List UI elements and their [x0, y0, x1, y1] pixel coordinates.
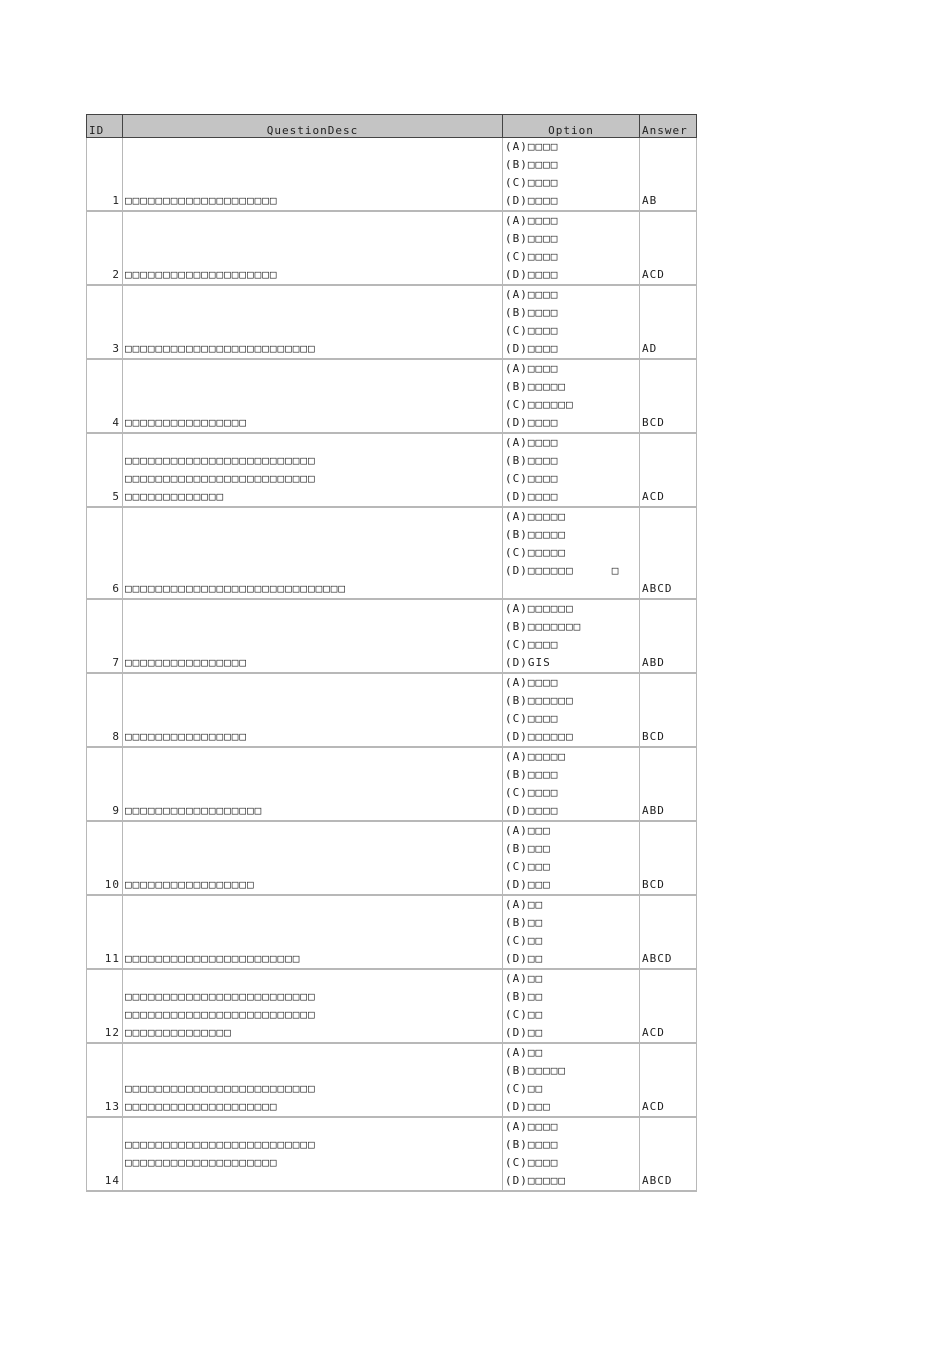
table-row	[87, 969, 697, 1043]
question-id: 9	[87, 747, 123, 821]
option-line: (C)□□□□	[505, 712, 559, 725]
option-line: (C)□□□□□	[505, 546, 566, 559]
question-desc-line: □□□□□□□□□□□□□□□□□□□□□□□□□	[125, 990, 316, 1003]
table-row	[87, 1043, 697, 1117]
header-answer: Answer	[640, 115, 697, 138]
table-row	[87, 747, 697, 821]
option-line: (A)□□□□	[505, 140, 559, 153]
question-desc-line: □□□□□□□□□□□□□	[125, 490, 225, 503]
option-line: (D)GIS	[505, 656, 551, 669]
option-line: (D)□□□□□□ □	[505, 564, 620, 577]
option-line: (A)□□□□	[505, 436, 559, 449]
question-desc-line: □□□□□□□□□□□□□□□□	[125, 730, 247, 743]
question-options	[503, 821, 640, 895]
option-line: (C)□□	[505, 1008, 544, 1021]
option-line: (A)□□	[505, 1046, 544, 1059]
question-desc-line: □□□□□□□□□□□□□□□□□□□□	[125, 194, 278, 207]
question-answer	[640, 1043, 697, 1117]
table-row	[87, 895, 697, 969]
question-desc	[123, 138, 503, 212]
question-options	[503, 359, 640, 433]
question-id: 11	[87, 895, 123, 969]
question-options	[503, 747, 640, 821]
question-options	[503, 1043, 640, 1117]
question-desc-line	[125, 1172, 500, 1190]
option-line: (A)□□□□	[505, 1120, 559, 1133]
question-id: 7	[87, 599, 123, 673]
option-line: (D)□□□□	[505, 490, 559, 503]
question-desc	[123, 969, 503, 1043]
answer-text: BCD	[642, 878, 665, 891]
question-answer	[640, 747, 697, 821]
option-line: (A)□□□□□	[505, 750, 566, 763]
option-line: (C)□□	[505, 934, 544, 947]
option-line: (A)□□□	[505, 824, 551, 837]
option-line: (B)□□□□	[505, 1138, 559, 1151]
question-desc-line: □□□□□□□□□□□□□□□□□□	[125, 804, 263, 817]
option-line: (A)□□□□	[505, 676, 559, 689]
option-line: (D)□□□□	[505, 194, 559, 207]
option-line: (C)□□□□	[505, 472, 559, 485]
question-desc-line: □□□□□□□□□□□□□□□□□□□□□□□□□	[125, 1138, 316, 1151]
question-answer	[640, 821, 697, 895]
question-id: 8	[87, 673, 123, 747]
question-desc	[123, 433, 503, 507]
question-desc-line: □□□□□□□□□□□□□□□□□	[125, 878, 255, 891]
option-line: (D)□□□□	[505, 268, 559, 281]
table-row	[87, 138, 697, 212]
option-line: (D)□□	[505, 952, 544, 965]
question-answer	[640, 507, 697, 599]
question-desc-line: □□□□□□□□□□□□□□	[125, 1026, 232, 1039]
option-line: (C)□□□□	[505, 176, 559, 189]
option-line: (C)□□□□	[505, 638, 559, 651]
question-desc-line: □□□□□□□□□□□□□□□□	[125, 416, 247, 429]
question-options	[503, 969, 640, 1043]
option-line: (B)□□□□□	[505, 380, 566, 393]
option-line: (A)□□□□	[505, 362, 559, 375]
question-desc	[123, 285, 503, 359]
answer-text: BCD	[642, 416, 665, 429]
option-line: (D)□□□	[505, 1100, 551, 1113]
question-id: 14	[87, 1117, 123, 1191]
question-id: 2	[87, 211, 123, 285]
question-options	[503, 599, 640, 673]
question-desc-line: □□□□□□□□□□□□□□□□□□□□	[125, 268, 278, 281]
table-row	[87, 507, 697, 599]
question-desc-line: □□□□□□□□□□□□□□□□□□□□□□□□□	[125, 342, 316, 355]
table-row	[87, 211, 697, 285]
option-line: (C)□□□□	[505, 324, 559, 337]
question-desc	[123, 599, 503, 673]
answer-text: ACD	[642, 1026, 665, 1039]
question-desc-line: □□□□□□□□□□□□□□□□□□□□□□□	[125, 952, 301, 965]
option-line: (B)□□□□□□	[505, 694, 574, 707]
question-options	[503, 507, 640, 599]
option-line: (B)□□□□□	[505, 528, 566, 541]
answer-text: AD	[642, 342, 658, 355]
question-options	[503, 285, 640, 359]
table-row	[87, 285, 697, 359]
question-options	[503, 673, 640, 747]
header-option: Option	[503, 115, 640, 138]
answer-text: ABD	[642, 804, 665, 817]
option-line: (B)□□	[505, 916, 544, 929]
question-id: 6	[87, 507, 123, 599]
option-line: (B)□□□□	[505, 306, 559, 319]
answer-text: BCD	[642, 730, 665, 743]
table-row	[87, 673, 697, 747]
option-line: (B)□□□□	[505, 232, 559, 245]
option-line: (B)□□□□	[505, 158, 559, 171]
option-line: (D)□□□□□	[505, 1174, 566, 1187]
question-answer	[640, 433, 697, 507]
question-desc	[123, 821, 503, 895]
option-line: (D)□□□□	[505, 416, 559, 429]
question-id: 3	[87, 285, 123, 359]
answer-text: ABD	[642, 656, 665, 669]
question-options	[503, 433, 640, 507]
option-line: (C)□□	[505, 1082, 544, 1095]
option-line: (B)□□□□□□□	[505, 620, 582, 633]
option-line: (A)□□□□□□	[505, 602, 574, 615]
option-line: (B)□□□□	[505, 768, 559, 781]
question-desc-line: □□□□□□□□□□□□□□□□□□□□□□□□□	[125, 1082, 316, 1095]
question-desc	[123, 359, 503, 433]
question-desc-line: □□□□□□□□□□□□□□□□	[125, 656, 247, 669]
answer-text: ACD	[642, 490, 665, 503]
question-answer	[640, 895, 697, 969]
option-line: (B)□□□□□	[505, 1064, 566, 1077]
option-line: (D)□□□□□□	[505, 730, 574, 743]
option-line: (B)□□□	[505, 842, 551, 855]
question-desc	[123, 747, 503, 821]
option-line: (C)□□□□	[505, 786, 559, 799]
question-answer	[640, 211, 697, 285]
question-desc	[123, 211, 503, 285]
option-line: (D)□□□	[505, 878, 551, 891]
question-id: 13	[87, 1043, 123, 1117]
question-desc	[123, 1117, 503, 1191]
question-desc-line: □□□□□□□□□□□□□□□□□□□□□□□□□	[125, 472, 316, 485]
question-desc	[123, 1043, 503, 1117]
table-row	[87, 433, 697, 507]
table-row	[87, 1117, 697, 1191]
option-line: (A)□□□□	[505, 214, 559, 227]
question-desc	[123, 895, 503, 969]
header-id: ID	[87, 115, 123, 138]
question-options	[503, 1117, 640, 1191]
question-answer	[640, 599, 697, 673]
question-desc-line: □□□□□□□□□□□□□□□□□□□□	[125, 1156, 278, 1169]
question-desc-line: □□□□□□□□□□□□□□□□□□□□	[125, 1100, 278, 1113]
table-row	[87, 359, 697, 433]
question-options	[503, 211, 640, 285]
option-line: (A)□□□□	[505, 288, 559, 301]
question-id: 4	[87, 359, 123, 433]
question-id: 5	[87, 433, 123, 507]
option-line: (C)□□□□	[505, 1156, 559, 1169]
option-line: (A)□□	[505, 898, 544, 911]
question-desc-line: □□□□□□□□□□□□□□□□□□□□□□□□□	[125, 1008, 316, 1021]
question-id: 1	[87, 138, 123, 212]
answer-text: ABCD	[642, 582, 673, 595]
question-answer	[640, 1117, 697, 1191]
table-row	[87, 821, 697, 895]
question-answer	[640, 138, 697, 212]
option-line: (A)□□	[505, 972, 544, 985]
header-row	[87, 115, 697, 138]
option-line: (B)□□□□	[505, 454, 559, 467]
question-answer	[640, 285, 697, 359]
option-line: (C)□□□□□□	[505, 398, 574, 411]
option-line: (C)□□□	[505, 860, 551, 873]
answer-text: ACD	[642, 268, 665, 281]
question-table	[86, 114, 697, 1192]
question-answer	[640, 673, 697, 747]
option-line: (B)□□	[505, 990, 544, 1003]
question-options	[503, 895, 640, 969]
option-line: (D)□□□□	[505, 342, 559, 355]
option-line: (A)□□□□□	[505, 510, 566, 523]
question-desc-line: □□□□□□□□□□□□□□□□□□□□□□□□□□□□□	[125, 582, 347, 595]
answer-text: ACD	[642, 1100, 665, 1113]
question-id: 10	[87, 821, 123, 895]
header-question-desc: QuestionDesc	[123, 115, 503, 138]
answer-text: AB	[642, 194, 658, 207]
question-options	[503, 138, 640, 212]
answer-text: ABCD	[642, 1174, 673, 1187]
option-line	[505, 580, 637, 598]
option-line: (D)□□	[505, 1026, 544, 1039]
question-desc-line: □□□□□□□□□□□□□□□□□□□□□□□□□	[125, 454, 316, 467]
question-desc	[123, 507, 503, 599]
question-desc	[123, 673, 503, 747]
question-answer	[640, 969, 697, 1043]
table-row	[87, 599, 697, 673]
option-line: (C)□□□□	[505, 250, 559, 263]
question-answer	[640, 359, 697, 433]
answer-text: ABCD	[642, 952, 673, 965]
option-line: (D)□□□□	[505, 804, 559, 817]
question-id: 12	[87, 969, 123, 1043]
